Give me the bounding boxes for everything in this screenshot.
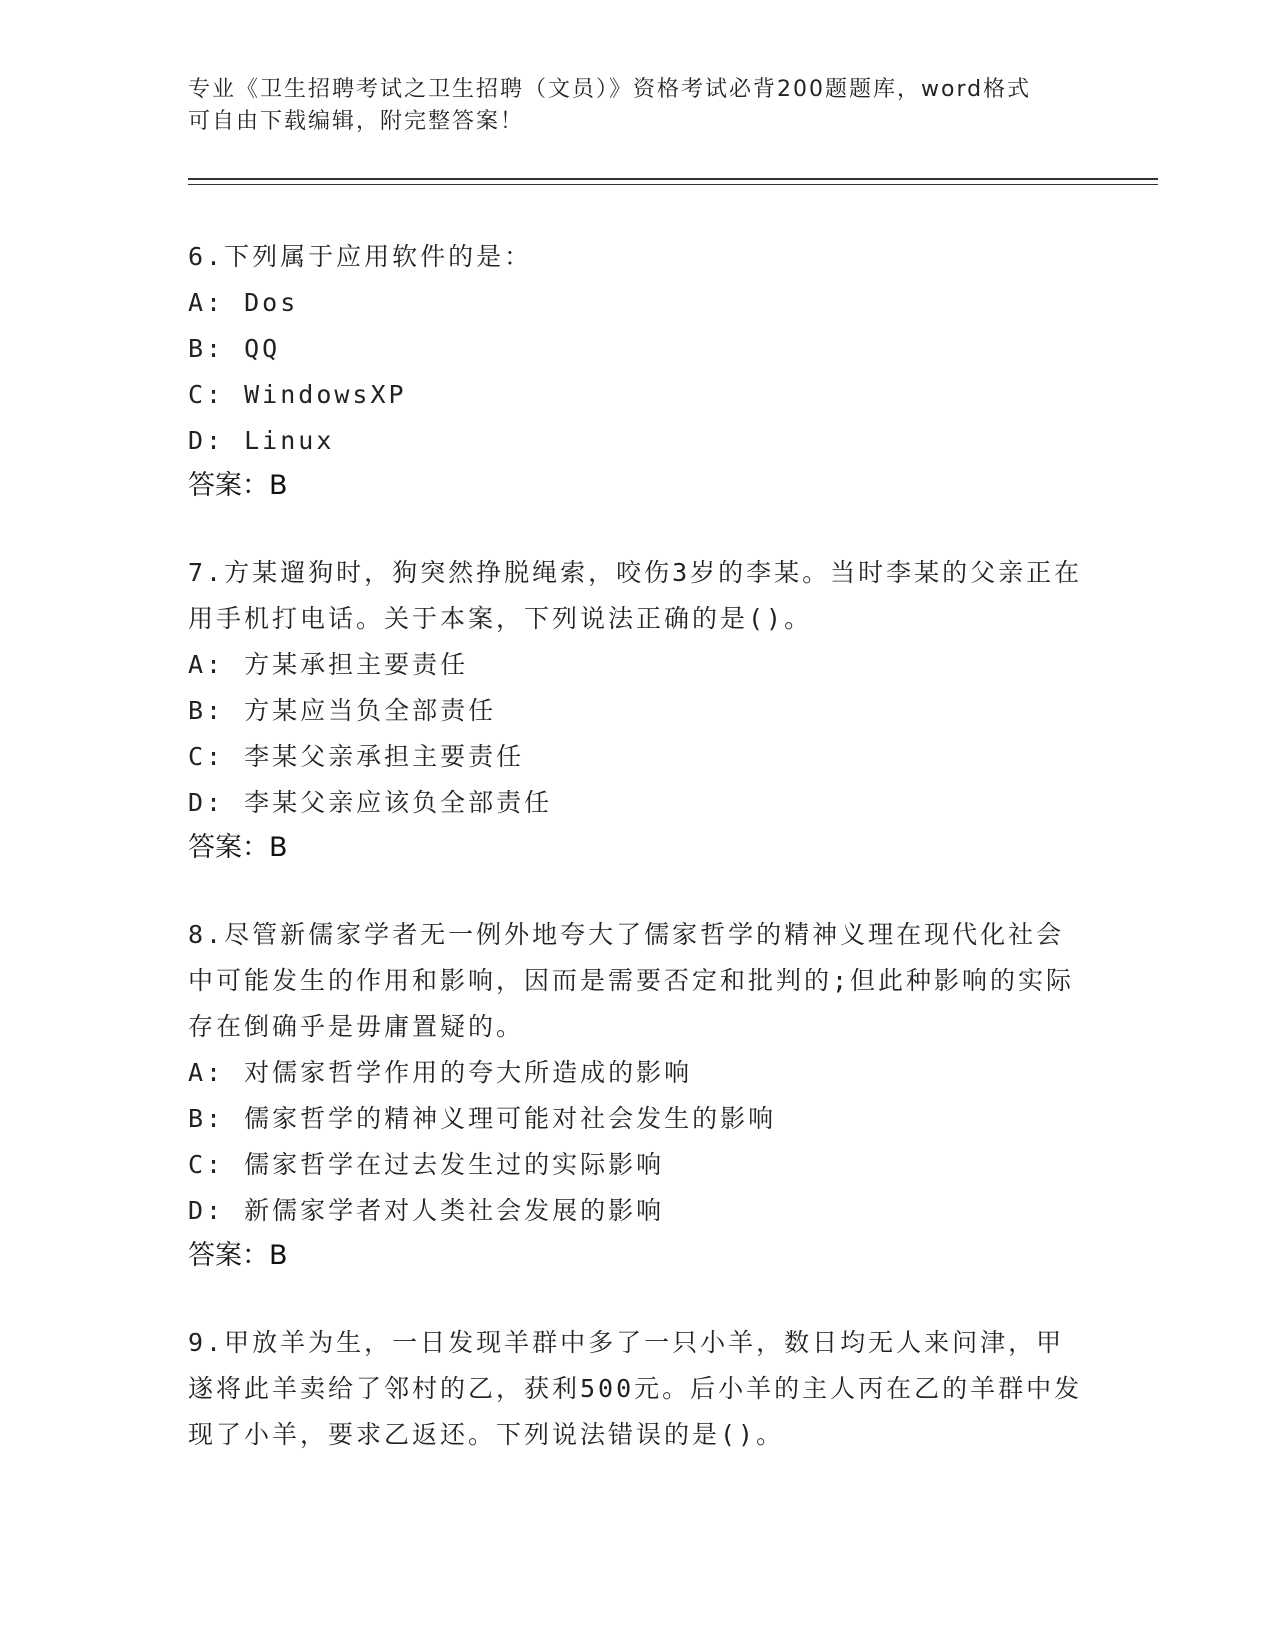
answer-line: 答案：B (188, 470, 288, 501)
question-6 (188, 234, 1088, 508)
option-c (188, 372, 1088, 418)
option-key: D: (188, 1196, 225, 1225)
option-text: Linux (244, 426, 335, 455)
option-key: B: (188, 1104, 225, 1133)
question-body: 尽管新儒家学者无一例外地夸大了儒家哲学的精神义理在现代化社会中可能发生的作用和影响，因而是需要否定和批判的;但此种影响的实际存在倒确乎是毋庸置疑的。 (188, 920, 1075, 1041)
option-key: B: (188, 696, 225, 725)
question-body: 甲放羊为生，一日发现羊群中多了一只小羊，数日均无人来问津，甲遂将此羊卖给了邻村的乙，获利500元。后小羊的主人丙在乙的羊群中发现了小羊，要求乙返还。下列说法错误的是()。 (188, 1328, 1083, 1449)
option-text: 李某父亲承担主要责任 (244, 742, 525, 771)
option-text: 方某承担主要责任 (244, 650, 469, 679)
option-key: A: (188, 650, 225, 679)
option-text: 儒家哲学的精神义理可能对社会发生的影响 (244, 1104, 777, 1133)
header-divider-thin (188, 184, 1158, 185)
question-text (188, 912, 1088, 1050)
option-text: 儒家哲学在过去发生过的实际影响 (244, 1150, 665, 1179)
option-text: QQ (244, 334, 281, 363)
option-key: C: (188, 380, 225, 409)
option-text: 新儒家学者对人类社会发展的影响 (244, 1196, 665, 1225)
option-key: A: (188, 1058, 225, 1087)
option-a (188, 280, 1088, 326)
option-key: D: (188, 788, 225, 817)
option-d (188, 418, 1088, 464)
option-key: B: (188, 334, 225, 363)
option-c (188, 1142, 1088, 1188)
header-divider-thick (188, 178, 1158, 180)
option-b (188, 326, 1088, 372)
question-body: 下列属于应用软件的是： (224, 242, 533, 271)
answer-line: 答案：B (188, 832, 288, 863)
question-8 (188, 912, 1088, 1278)
question-list (188, 234, 1088, 1500)
question-9 (188, 1320, 1088, 1458)
answer-line: 答案：B (188, 1240, 288, 1271)
option-key: A: (188, 288, 225, 317)
option-b (188, 688, 1088, 734)
option-d (188, 1188, 1088, 1234)
option-text: Dos (244, 288, 299, 317)
question-number: 8. (188, 920, 225, 949)
question-number: 9. (188, 1328, 225, 1357)
option-text: 对儒家哲学作用的夸大所造成的影响 (244, 1058, 693, 1087)
option-key: C: (188, 742, 225, 771)
option-a (188, 1050, 1088, 1096)
header-title-line-1: 专业《卫生招聘考试之卫生招聘（文员）》资格考试必背200题题库，word格式 (188, 77, 1032, 102)
option-text: 方某应当负全部责任 (244, 696, 497, 725)
question-text (188, 1320, 1088, 1458)
option-text: WindowsXP (244, 380, 407, 409)
option-c (188, 734, 1088, 780)
question-body: 方某遛狗时，狗突然挣脱绳索，咬伤3岁的李某。当时李某的父亲正在用手机打电话。关于本案，下列说法正确的是()。 (188, 558, 1083, 633)
option-d (188, 780, 1088, 826)
question-number: 7. (188, 558, 225, 587)
question-number: 6. (188, 242, 225, 271)
option-key: C: (188, 1150, 225, 1179)
option-a (188, 642, 1088, 688)
option-key: D: (188, 426, 225, 455)
document-header (188, 74, 1068, 138)
question-text (188, 234, 1088, 280)
question-text (188, 550, 1088, 642)
option-text: 李某父亲应该负全部责任 (244, 788, 553, 817)
option-b (188, 1096, 1088, 1142)
header-title-line-2: 可自由下载编辑，附完整答案！ (188, 109, 525, 134)
question-7 (188, 550, 1088, 870)
